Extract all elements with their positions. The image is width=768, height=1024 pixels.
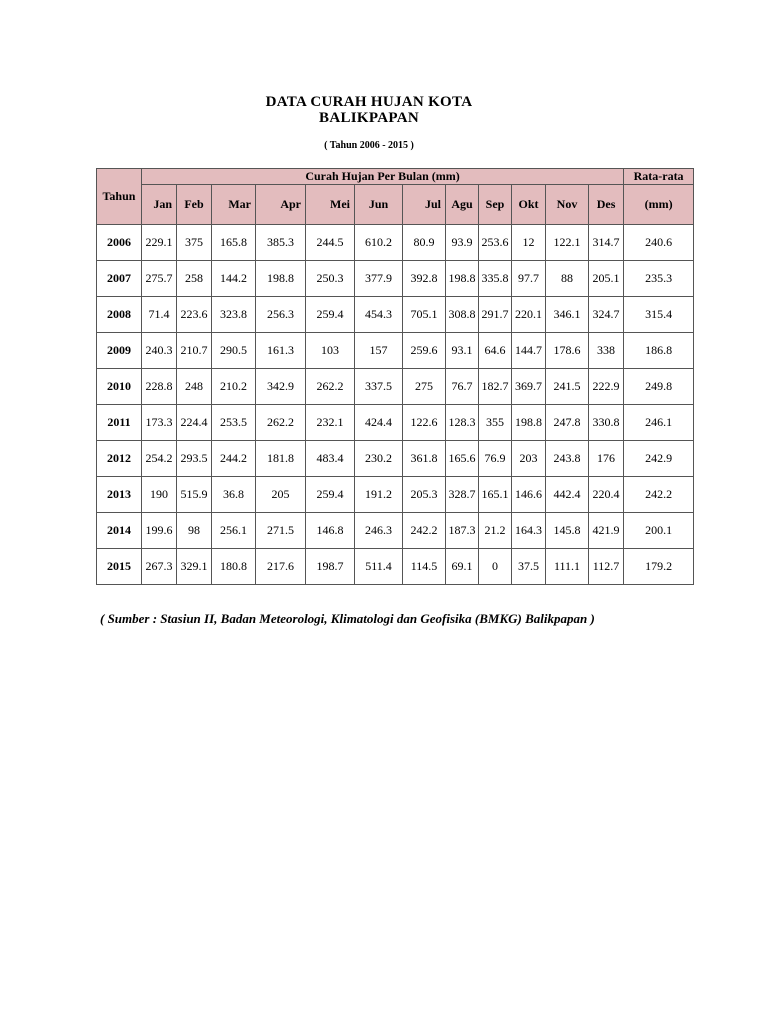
table-row bbox=[97, 513, 694, 549]
rainfall-cell: 182.7 bbox=[479, 369, 512, 405]
month-header: Okt bbox=[512, 185, 546, 225]
rainfall-cell: 262.2 bbox=[256, 405, 306, 441]
rainfall-cell: 243.8 bbox=[546, 441, 589, 477]
rainfall-cell: 203 bbox=[512, 441, 546, 477]
table-row bbox=[97, 441, 694, 477]
rainfall-cell: 176 bbox=[589, 441, 624, 477]
rainfall-cell: 88 bbox=[546, 261, 589, 297]
year-cell: 2008 bbox=[97, 297, 142, 333]
rainfall-cell: 165.8 bbox=[212, 225, 256, 261]
rainfall-cell: 267.3 bbox=[142, 549, 177, 585]
rainfall-cell: 165.6 bbox=[446, 441, 479, 477]
rainfall-cell: 355 bbox=[479, 405, 512, 441]
rainfall-cell: 232.1 bbox=[306, 405, 355, 441]
rainfall-cell: 220.4 bbox=[589, 477, 624, 513]
rainfall-cell: 222.9 bbox=[589, 369, 624, 405]
rainfall-cell: 103 bbox=[306, 333, 355, 369]
rainfall-cell: 454.3 bbox=[355, 297, 403, 333]
month-header: Jun bbox=[355, 185, 403, 225]
rainfall-cell: 375 bbox=[177, 225, 212, 261]
rainfall-cell: 98 bbox=[177, 513, 212, 549]
rainfall-cell: 114.5 bbox=[403, 549, 446, 585]
month-header: Des bbox=[589, 185, 624, 225]
rainfall-cell: 392.8 bbox=[403, 261, 446, 297]
rainfall-cell: 254.2 bbox=[142, 441, 177, 477]
rainfall-cell: 259.4 bbox=[306, 297, 355, 333]
rainfall-cell: 198.8 bbox=[256, 261, 306, 297]
rainfall-cell: 361.8 bbox=[403, 441, 446, 477]
rainfall-cell: 210.7 bbox=[177, 333, 212, 369]
rainfall-cell: 337.5 bbox=[355, 369, 403, 405]
year-cell: 2006 bbox=[97, 225, 142, 261]
month-header: Agu bbox=[446, 185, 479, 225]
rainfall-cell: 178.6 bbox=[546, 333, 589, 369]
rainfall-cell: 271.5 bbox=[256, 513, 306, 549]
rainfall-cell: 244.5 bbox=[306, 225, 355, 261]
rainfall-cell: 205.1 bbox=[589, 261, 624, 297]
rainfall-cell: 229.1 bbox=[142, 225, 177, 261]
year-cell: 2012 bbox=[97, 441, 142, 477]
rainfall-cell: 328.7 bbox=[446, 477, 479, 513]
rainfall-cell: 223.6 bbox=[177, 297, 212, 333]
rainfall-cell: 220.1 bbox=[512, 297, 546, 333]
rainfall-cell: 69.1 bbox=[446, 549, 479, 585]
rainfall-cell: 180.8 bbox=[212, 549, 256, 585]
rainfall-cell: 291.7 bbox=[479, 297, 512, 333]
rainfall-cell: 76.9 bbox=[479, 441, 512, 477]
rainfall-cell: 253.5 bbox=[212, 405, 256, 441]
rainfall-cell: 146.8 bbox=[306, 513, 355, 549]
average-cell: 235.3 bbox=[624, 261, 694, 297]
month-header: Apr bbox=[256, 185, 306, 225]
rainfall-cell: 122.6 bbox=[403, 405, 446, 441]
rainfall-cell: 145.8 bbox=[546, 513, 589, 549]
rainfall-cell: 314.7 bbox=[589, 225, 624, 261]
rainfall-cell: 144.7 bbox=[512, 333, 546, 369]
month-header: Nov bbox=[546, 185, 589, 225]
rainfall-cell: 275.7 bbox=[142, 261, 177, 297]
table-row bbox=[97, 261, 694, 297]
rainfall-cell: 191.2 bbox=[355, 477, 403, 513]
rainfall-cell: 157 bbox=[355, 333, 403, 369]
rainfall-table bbox=[96, 168, 694, 585]
average-cell: 200.1 bbox=[624, 513, 694, 549]
year-cell: 2007 bbox=[97, 261, 142, 297]
month-header: Jan bbox=[142, 185, 177, 225]
rainfall-cell: 247.8 bbox=[546, 405, 589, 441]
rainfall-cell: 511.4 bbox=[355, 549, 403, 585]
monthly-rainfall-header: Curah Hujan Per Bulan (mm) bbox=[142, 169, 624, 185]
rainfall-cell: 76.7 bbox=[446, 369, 479, 405]
average-cell: 242.9 bbox=[624, 441, 694, 477]
rainfall-cell: 228.8 bbox=[142, 369, 177, 405]
rainfall-cell: 290.5 bbox=[212, 333, 256, 369]
rainfall-cell: 421.9 bbox=[589, 513, 624, 549]
average-header-line-2: (mm) bbox=[624, 185, 694, 225]
table-row bbox=[97, 405, 694, 441]
rainfall-cell: 275 bbox=[403, 369, 446, 405]
year-cell: 2015 bbox=[97, 549, 142, 585]
rainfall-cell: 199.6 bbox=[142, 513, 177, 549]
average-header-line-1: Rata-rata bbox=[624, 169, 694, 185]
rainfall-cell: 240.3 bbox=[142, 333, 177, 369]
rainfall-cell: 346.1 bbox=[546, 297, 589, 333]
rainfall-cell: 36.8 bbox=[212, 477, 256, 513]
document-title bbox=[0, 94, 738, 126]
average-cell: 315.4 bbox=[624, 297, 694, 333]
year-cell: 2014 bbox=[97, 513, 142, 549]
rainfall-cell: 515.9 bbox=[177, 477, 212, 513]
rainfall-cell: 93.1 bbox=[446, 333, 479, 369]
rainfall-cell: 165.1 bbox=[479, 477, 512, 513]
rainfall-cell: 224.4 bbox=[177, 405, 212, 441]
table-row bbox=[97, 333, 694, 369]
rainfall-cell: 442.4 bbox=[546, 477, 589, 513]
rainfall-cell: 144.2 bbox=[212, 261, 256, 297]
table-row bbox=[97, 297, 694, 333]
rainfall-cell: 217.6 bbox=[256, 549, 306, 585]
average-cell: 242.2 bbox=[624, 477, 694, 513]
rainfall-cell: 0 bbox=[479, 549, 512, 585]
rainfall-cell: 323.8 bbox=[212, 297, 256, 333]
average-cell: 186.8 bbox=[624, 333, 694, 369]
rainfall-cell: 246.3 bbox=[355, 513, 403, 549]
rainfall-cell: 181.8 bbox=[256, 441, 306, 477]
rainfall-cell: 308.8 bbox=[446, 297, 479, 333]
year-cell: 2011 bbox=[97, 405, 142, 441]
rainfall-cell: 210.2 bbox=[212, 369, 256, 405]
source-note: ( Sumber : Stasiun II, Badan Meteorologi, Klimatologi dan Geofisika (BMKG) Balikpapan ) bbox=[100, 611, 595, 626]
rainfall-cell: 293.5 bbox=[177, 441, 212, 477]
rainfall-cell: 198.8 bbox=[512, 405, 546, 441]
rainfall-cell: 205 bbox=[256, 477, 306, 513]
average-cell: 240.6 bbox=[624, 225, 694, 261]
rainfall-cell: 338 bbox=[589, 333, 624, 369]
rainfall-cell: 256.1 bbox=[212, 513, 256, 549]
year-header: Tahun bbox=[97, 169, 142, 225]
rainfall-cell: 244.2 bbox=[212, 441, 256, 477]
rainfall-cell: 610.2 bbox=[355, 225, 403, 261]
rainfall-cell: 93.9 bbox=[446, 225, 479, 261]
rainfall-cell: 259.6 bbox=[403, 333, 446, 369]
rainfall-cell: 256.3 bbox=[256, 297, 306, 333]
rainfall-cell: 242.2 bbox=[403, 513, 446, 549]
rainfall-cell: 173.3 bbox=[142, 405, 177, 441]
table-row bbox=[97, 225, 694, 261]
rainfall-cell: 241.5 bbox=[546, 369, 589, 405]
document-subtitle: ( Tahun 2006 - 2015 ) bbox=[324, 140, 414, 151]
rainfall-cell: 71.4 bbox=[142, 297, 177, 333]
rainfall-cell: 21.2 bbox=[479, 513, 512, 549]
rainfall-cell: 329.1 bbox=[177, 549, 212, 585]
year-cell: 2009 bbox=[97, 333, 142, 369]
rainfall-cell: 80.9 bbox=[403, 225, 446, 261]
rainfall-cell: 190 bbox=[142, 477, 177, 513]
rainfall-cell: 198.8 bbox=[446, 261, 479, 297]
rainfall-cell: 198.7 bbox=[306, 549, 355, 585]
title-line-1: DATA CURAH HUJAN KOTA bbox=[265, 94, 473, 110]
rainfall-cell: 97.7 bbox=[512, 261, 546, 297]
month-header: Jul bbox=[403, 185, 446, 225]
rainfall-cell: 122.1 bbox=[546, 225, 589, 261]
rainfall-cell: 424.4 bbox=[355, 405, 403, 441]
rainfall-cell: 164.3 bbox=[512, 513, 546, 549]
rainfall-cell: 112.7 bbox=[589, 549, 624, 585]
rainfall-cell: 161.3 bbox=[256, 333, 306, 369]
average-cell: 179.2 bbox=[624, 549, 694, 585]
table-row bbox=[97, 477, 694, 513]
rainfall-cell: 111.1 bbox=[546, 549, 589, 585]
rainfall-cell: 342.9 bbox=[256, 369, 306, 405]
title-line-2: BALIKPAPAN bbox=[319, 110, 419, 126]
rainfall-cell: 258 bbox=[177, 261, 212, 297]
month-header: Mei bbox=[306, 185, 355, 225]
average-cell: 246.1 bbox=[624, 405, 694, 441]
table-body bbox=[97, 225, 694, 585]
table-row bbox=[97, 549, 694, 585]
rainfall-cell: 262.2 bbox=[306, 369, 355, 405]
rainfall-cell: 259.4 bbox=[306, 477, 355, 513]
month-header: Feb bbox=[177, 185, 212, 225]
average-cell: 249.8 bbox=[624, 369, 694, 405]
rainfall-cell: 230.2 bbox=[355, 441, 403, 477]
rainfall-cell: 335.8 bbox=[479, 261, 512, 297]
month-header: Mar bbox=[212, 185, 256, 225]
rainfall-cell: 64.6 bbox=[479, 333, 512, 369]
year-cell: 2010 bbox=[97, 369, 142, 405]
rainfall-cell: 12 bbox=[512, 225, 546, 261]
rainfall-cell: 250.3 bbox=[306, 261, 355, 297]
table-row bbox=[97, 369, 694, 405]
year-cell: 2013 bbox=[97, 477, 142, 513]
rainfall-cell: 128.3 bbox=[446, 405, 479, 441]
month-header: Sep bbox=[479, 185, 512, 225]
rainfall-cell: 705.1 bbox=[403, 297, 446, 333]
rainfall-cell: 37.5 bbox=[512, 549, 546, 585]
rainfall-cell: 369.7 bbox=[512, 369, 546, 405]
rainfall-cell: 483.4 bbox=[306, 441, 355, 477]
rainfall-cell: 187.3 bbox=[446, 513, 479, 549]
rainfall-cell: 324.7 bbox=[589, 297, 624, 333]
rainfall-cell: 330.8 bbox=[589, 405, 624, 441]
rainfall-cell: 377.9 bbox=[355, 261, 403, 297]
rainfall-cell: 253.6 bbox=[479, 225, 512, 261]
rainfall-cell: 146.6 bbox=[512, 477, 546, 513]
rainfall-cell: 205.3 bbox=[403, 477, 446, 513]
rainfall-cell: 385.3 bbox=[256, 225, 306, 261]
rainfall-cell: 248 bbox=[177, 369, 212, 405]
